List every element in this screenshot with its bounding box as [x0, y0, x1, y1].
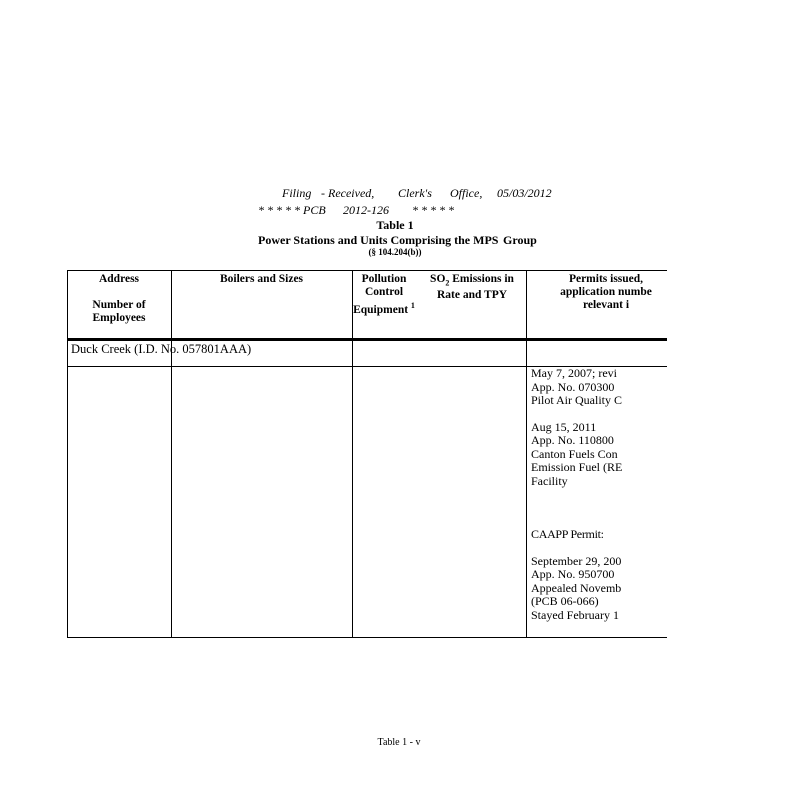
- header-employees-line2: Employees: [92, 312, 146, 324]
- pcb-number: 2012-126: [343, 203, 389, 217]
- permit-line: App. No. 070300: [531, 379, 615, 394]
- column-header-pollution: [352, 273, 416, 317]
- filing-word: Filing: [282, 186, 312, 200]
- header-pollution-line3: [352, 299, 416, 317]
- header-permits-line1: Permits issued,: [568, 273, 644, 285]
- column-divider: [526, 270, 527, 638]
- office-word: Office,: [450, 186, 483, 200]
- column-header-so2: [427, 273, 517, 302]
- table-border-top: [67, 270, 667, 271]
- station-group-row: Duck Creek (I.D. No. 057801AAA): [71, 342, 252, 356]
- so2-subscript: 2: [445, 278, 450, 288]
- clerks-word: Clerk's: [398, 186, 432, 200]
- so2-suffix: Emissions in: [449, 273, 514, 285]
- permits-cell: [531, 367, 622, 635]
- permit-block: [531, 555, 622, 623]
- permit-block: [531, 367, 622, 408]
- header-address-line: Address: [98, 273, 140, 285]
- header-permits-line3: relevant i: [582, 299, 630, 311]
- permit-line: (PCB 06-066): [531, 594, 599, 608]
- permit-block: [531, 421, 622, 489]
- column-divider: [352, 270, 353, 638]
- column-divider: [171, 270, 172, 638]
- footnote-marker: 1: [410, 301, 415, 310]
- permit-line: Appealed Novemb: [531, 580, 622, 595]
- permit-block: [531, 528, 622, 542]
- equipment-text: Equipment: [353, 303, 409, 316]
- table-title: Table 1: [376, 218, 414, 232]
- permit-line: Canton Fuels Con: [531, 446, 618, 461]
- permit-line: Stayed February 1: [531, 607, 619, 622]
- page-footer: Table 1 - v: [377, 737, 421, 748]
- permit-line: Emission Fuel (RE: [531, 460, 623, 474]
- header-so2-line1: [427, 273, 517, 289]
- table-border-left: [67, 270, 68, 638]
- permit-line: Aug 15, 2011: [531, 419, 597, 434]
- stars-right: * * * * *: [412, 203, 454, 217]
- table-subtitle-text: Power Stations and Units Comprising the MPS: [258, 233, 499, 247]
- permit-line: Facility: [531, 473, 568, 488]
- header-divider: [67, 338, 667, 341]
- permit-line: App. No. 110800: [531, 433, 614, 447]
- header-so2-line2: Rate and TPY: [436, 289, 508, 302]
- header-employees-line1: Number of: [92, 299, 146, 311]
- filing-date: 05/03/2012: [497, 186, 552, 200]
- header-permits-line2: application numbe: [560, 286, 652, 298]
- header-pollution-line2: Control: [364, 286, 404, 298]
- permit-line: App. No. 950700: [531, 567, 615, 581]
- table-subtitle: [258, 233, 537, 248]
- power-stations-table: [67, 270, 667, 638]
- column-header-permits: [526, 273, 686, 312]
- table-section-ref: (§ 104.204(b)): [368, 247, 422, 257]
- permit-line: May 7, 2007; revi: [531, 366, 617, 380]
- so2-prefix: SO: [430, 273, 446, 285]
- permit-line: September 29, 200: [531, 553, 622, 568]
- pcb-label: * * * * * PCB: [258, 203, 326, 217]
- column-header-boilers: Boilers and Sizes: [219, 273, 304, 285]
- header-pollution-line1: Pollution: [361, 273, 407, 285]
- table-subtitle-group: Group: [503, 233, 537, 247]
- permit-line: CAAPP Permit:: [531, 527, 604, 541]
- table-border-bottom: [67, 637, 667, 638]
- column-header-address: [67, 273, 171, 325]
- received-word: - Received,: [321, 186, 375, 200]
- permit-line: Pilot Air Quality C: [531, 393, 623, 407]
